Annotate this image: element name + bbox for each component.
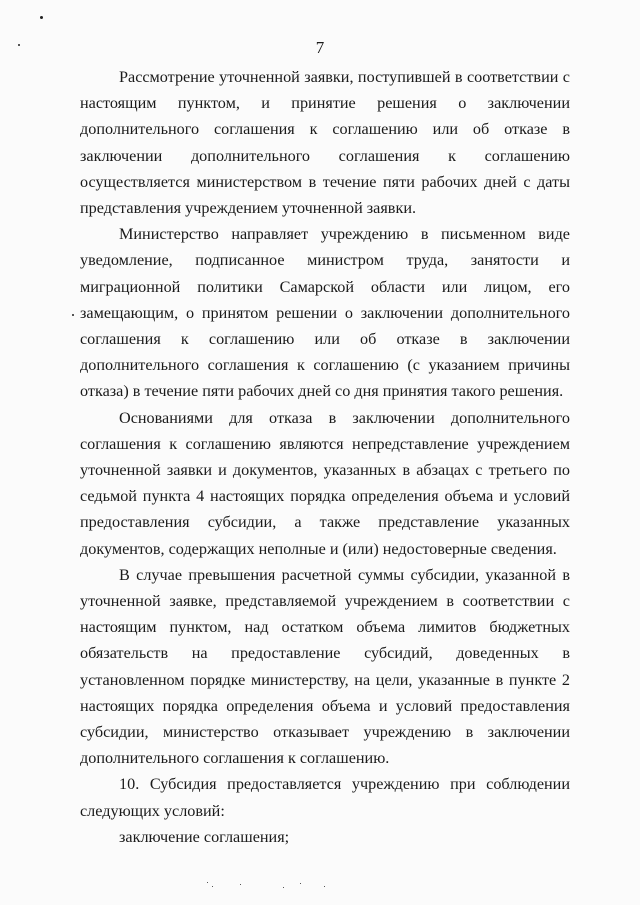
scan-speck [40,16,43,19]
document-body [80,64,570,850]
scan-speck [300,883,301,884]
scan-speck [212,886,213,887]
paragraph: Рассмотрение уточненной заявки, поступившей в соответствии с настоящим пунктом, и принятие решения о заключении дополнительного соглашения к соглашению или об отказе в заключении дополнительного соглашения к соглашению осуществляется министерством в течение пяти рабочих дней с даты представления учреждением уточненной заявки. [80,68,570,218]
paragraph: В случае превышения расчетной суммы субсидии, указанной в уточненной заявке, представляемой учреждением в соответствии с настоящим пунктом, над остатком объема лимитов бюджетных обязательств на предоставление субсидий, доведенных в установленном порядке министерству, на цели, указанные в пункте 2 настоящих порядка определения объема и условий предоставления субсидии, министерство отказывает учреждению в заключении дополнительного соглашения к соглашению. [80,565,570,768]
scan-speck [72,314,74,316]
scan-speck [324,886,325,887]
paragraph: 10. Субсидия предоставляется учреждению при соблюдении следующих условий: [80,775,570,820]
paragraph: заключение соглашения; [119,827,290,846]
scan-speck [283,887,284,888]
paragraph: Министерство направляет учреждению в письменном виде уведомление, подписанное министром труда, занятости и миграционной политики Самарской области или лицом, его замещающим, о принятом решении о заключении дополнительного соглашения к соглашению или об отказе в заключении дополнительного соглашения к соглашению (с указанием причины отказа) в течение пяти рабочих дней со дня принятия такого решения. [80,225,570,401]
paragraph: Основаниями для отказа в заключении дополнительного соглашения к соглашению являются непредставление учреждением уточненной заявки и документов, указанных в абзацах с третьего по седьмой пункта 4 настоящих порядка определения объема и условий предоставления субсидии, а также представление указанных документов, содержащих неполные и (или) недостоверные сведения. [80,408,570,558]
scan-speck [207,882,208,883]
scan-speck [240,884,241,885]
page-number: 7 [315,38,325,57]
